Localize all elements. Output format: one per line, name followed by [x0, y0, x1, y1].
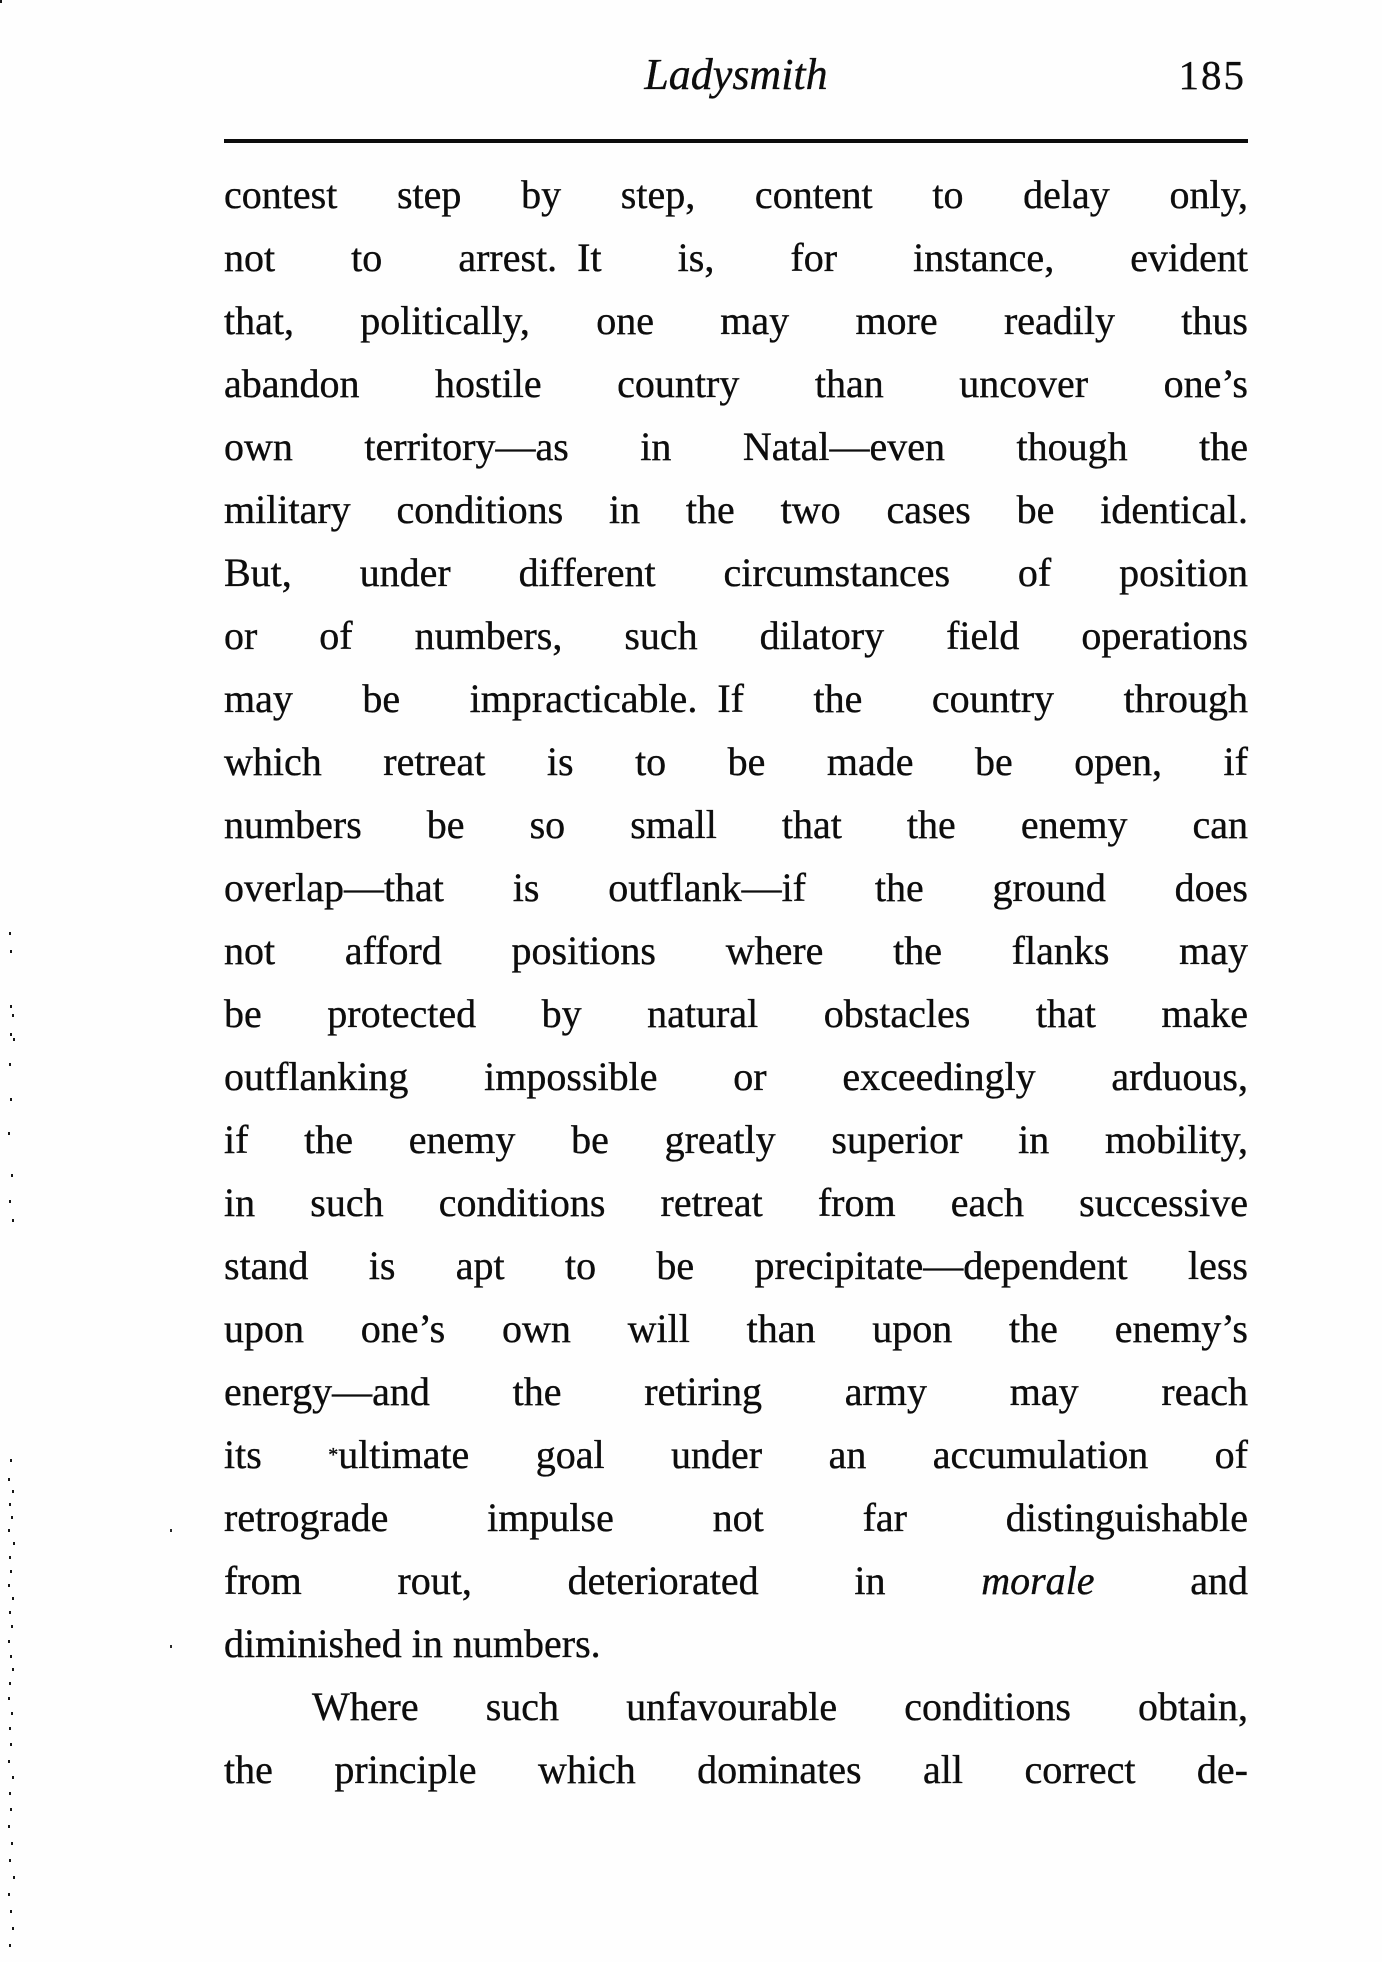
page-number: 185	[1178, 52, 1246, 98]
text-line: that, politically, one may more readily thus	[224, 298, 1248, 343]
text-line: abandon hostile country than uncover one’s	[224, 361, 1248, 406]
text-line: But, under different circumstances of position	[224, 550, 1248, 595]
italic-word: morale	[981, 1558, 1095, 1603]
text-run: from rout, deteriorated in	[224, 1558, 982, 1603]
header-rule	[224, 139, 1248, 143]
text-line: energy—and the retiring army may reach	[224, 1369, 1248, 1414]
text-line: the principle which dominates all correct de-	[224, 1747, 1248, 1792]
text-line: outflanking impossible or exceedingly arduous,	[224, 1054, 1248, 1099]
text-line: Where such unfavourable conditions obtain,	[312, 1684, 1248, 1729]
text-line: overlap—that is outflank—if the ground does	[224, 865, 1248, 910]
text-run: ultimate goal under an accumulation of	[338, 1432, 1248, 1477]
text-line: stand is apt to be precipitate—dependent less	[224, 1243, 1248, 1288]
text-line: military conditions in the two cases be identical.	[224, 487, 1248, 532]
text-line: in such conditions retreat from each successive	[224, 1180, 1248, 1225]
text-line: not afford positions where the flanks may	[224, 928, 1248, 973]
text-line: be protected by natural obstacles that make	[224, 991, 1248, 1036]
text-line: or of numbers, such dilatory field operations	[224, 613, 1248, 658]
text-line: own territory—as in Natal—even though the	[224, 424, 1248, 469]
scan-artifacts	[0, 0, 2, 3]
printers-ink-mark: *	[328, 1444, 339, 1466]
text-line: upon one’s own will than upon the enemy’s	[224, 1306, 1248, 1351]
text-line	[224, 1423, 1248, 1486]
text-line	[224, 1549, 1248, 1612]
text-line: contest step by step, content to delay only,	[224, 172, 1248, 217]
text-line: diminished in numbers.	[224, 1621, 601, 1666]
page-text	[224, 163, 1248, 1801]
text-line: which retreat is to be made be open, if	[224, 739, 1248, 784]
text-line: not to arrest. It is, for instance, evident	[224, 235, 1248, 280]
text-run: its	[224, 1432, 329, 1477]
text-line: numbers be so small that the enemy can	[224, 802, 1248, 847]
text-line: may be impracticable. If the country through	[224, 676, 1248, 721]
text-line: if the enemy be greatly superior in mobility,	[224, 1117, 1248, 1162]
running-head-title: Ladysmith	[644, 50, 828, 99]
text-line: retrograde impulse not far distinguishable	[224, 1495, 1248, 1540]
running-head	[224, 44, 1248, 106]
text-run: and	[1094, 1558, 1248, 1603]
